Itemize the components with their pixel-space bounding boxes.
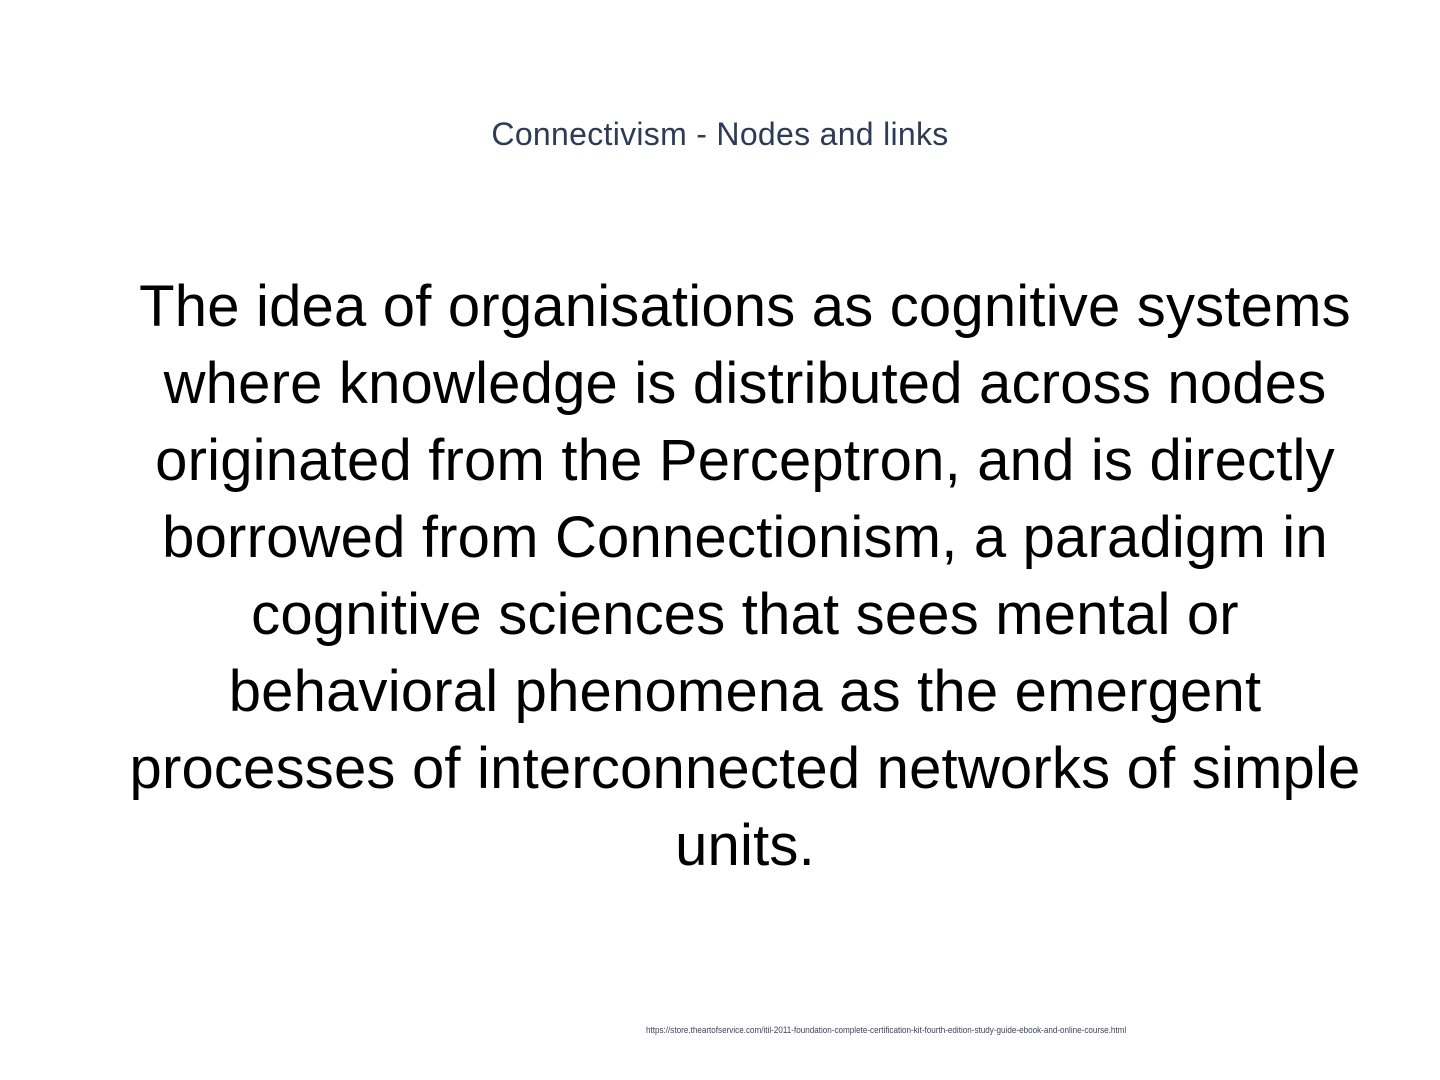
slide-title: Connectivism - Nodes and links	[491, 116, 949, 152]
source-url[interactable]: https://store.theartofservice.com/itil-2011-foundation-complete-certification-kit-fourth-edition-study-guide-ebook-and-online-course.html	[646, 1025, 1127, 1035]
slide-body-text: The idea of organisations as cognitive systems where knowledge is distributed across nodes originated from the Perceptron, and is directly borrowed from Connectionism, a paradigm in cognitive sciences that sees mental or behavioral phenomena as the emergent processes of interconnected networks of simple units.	[129, 274, 1361, 878]
